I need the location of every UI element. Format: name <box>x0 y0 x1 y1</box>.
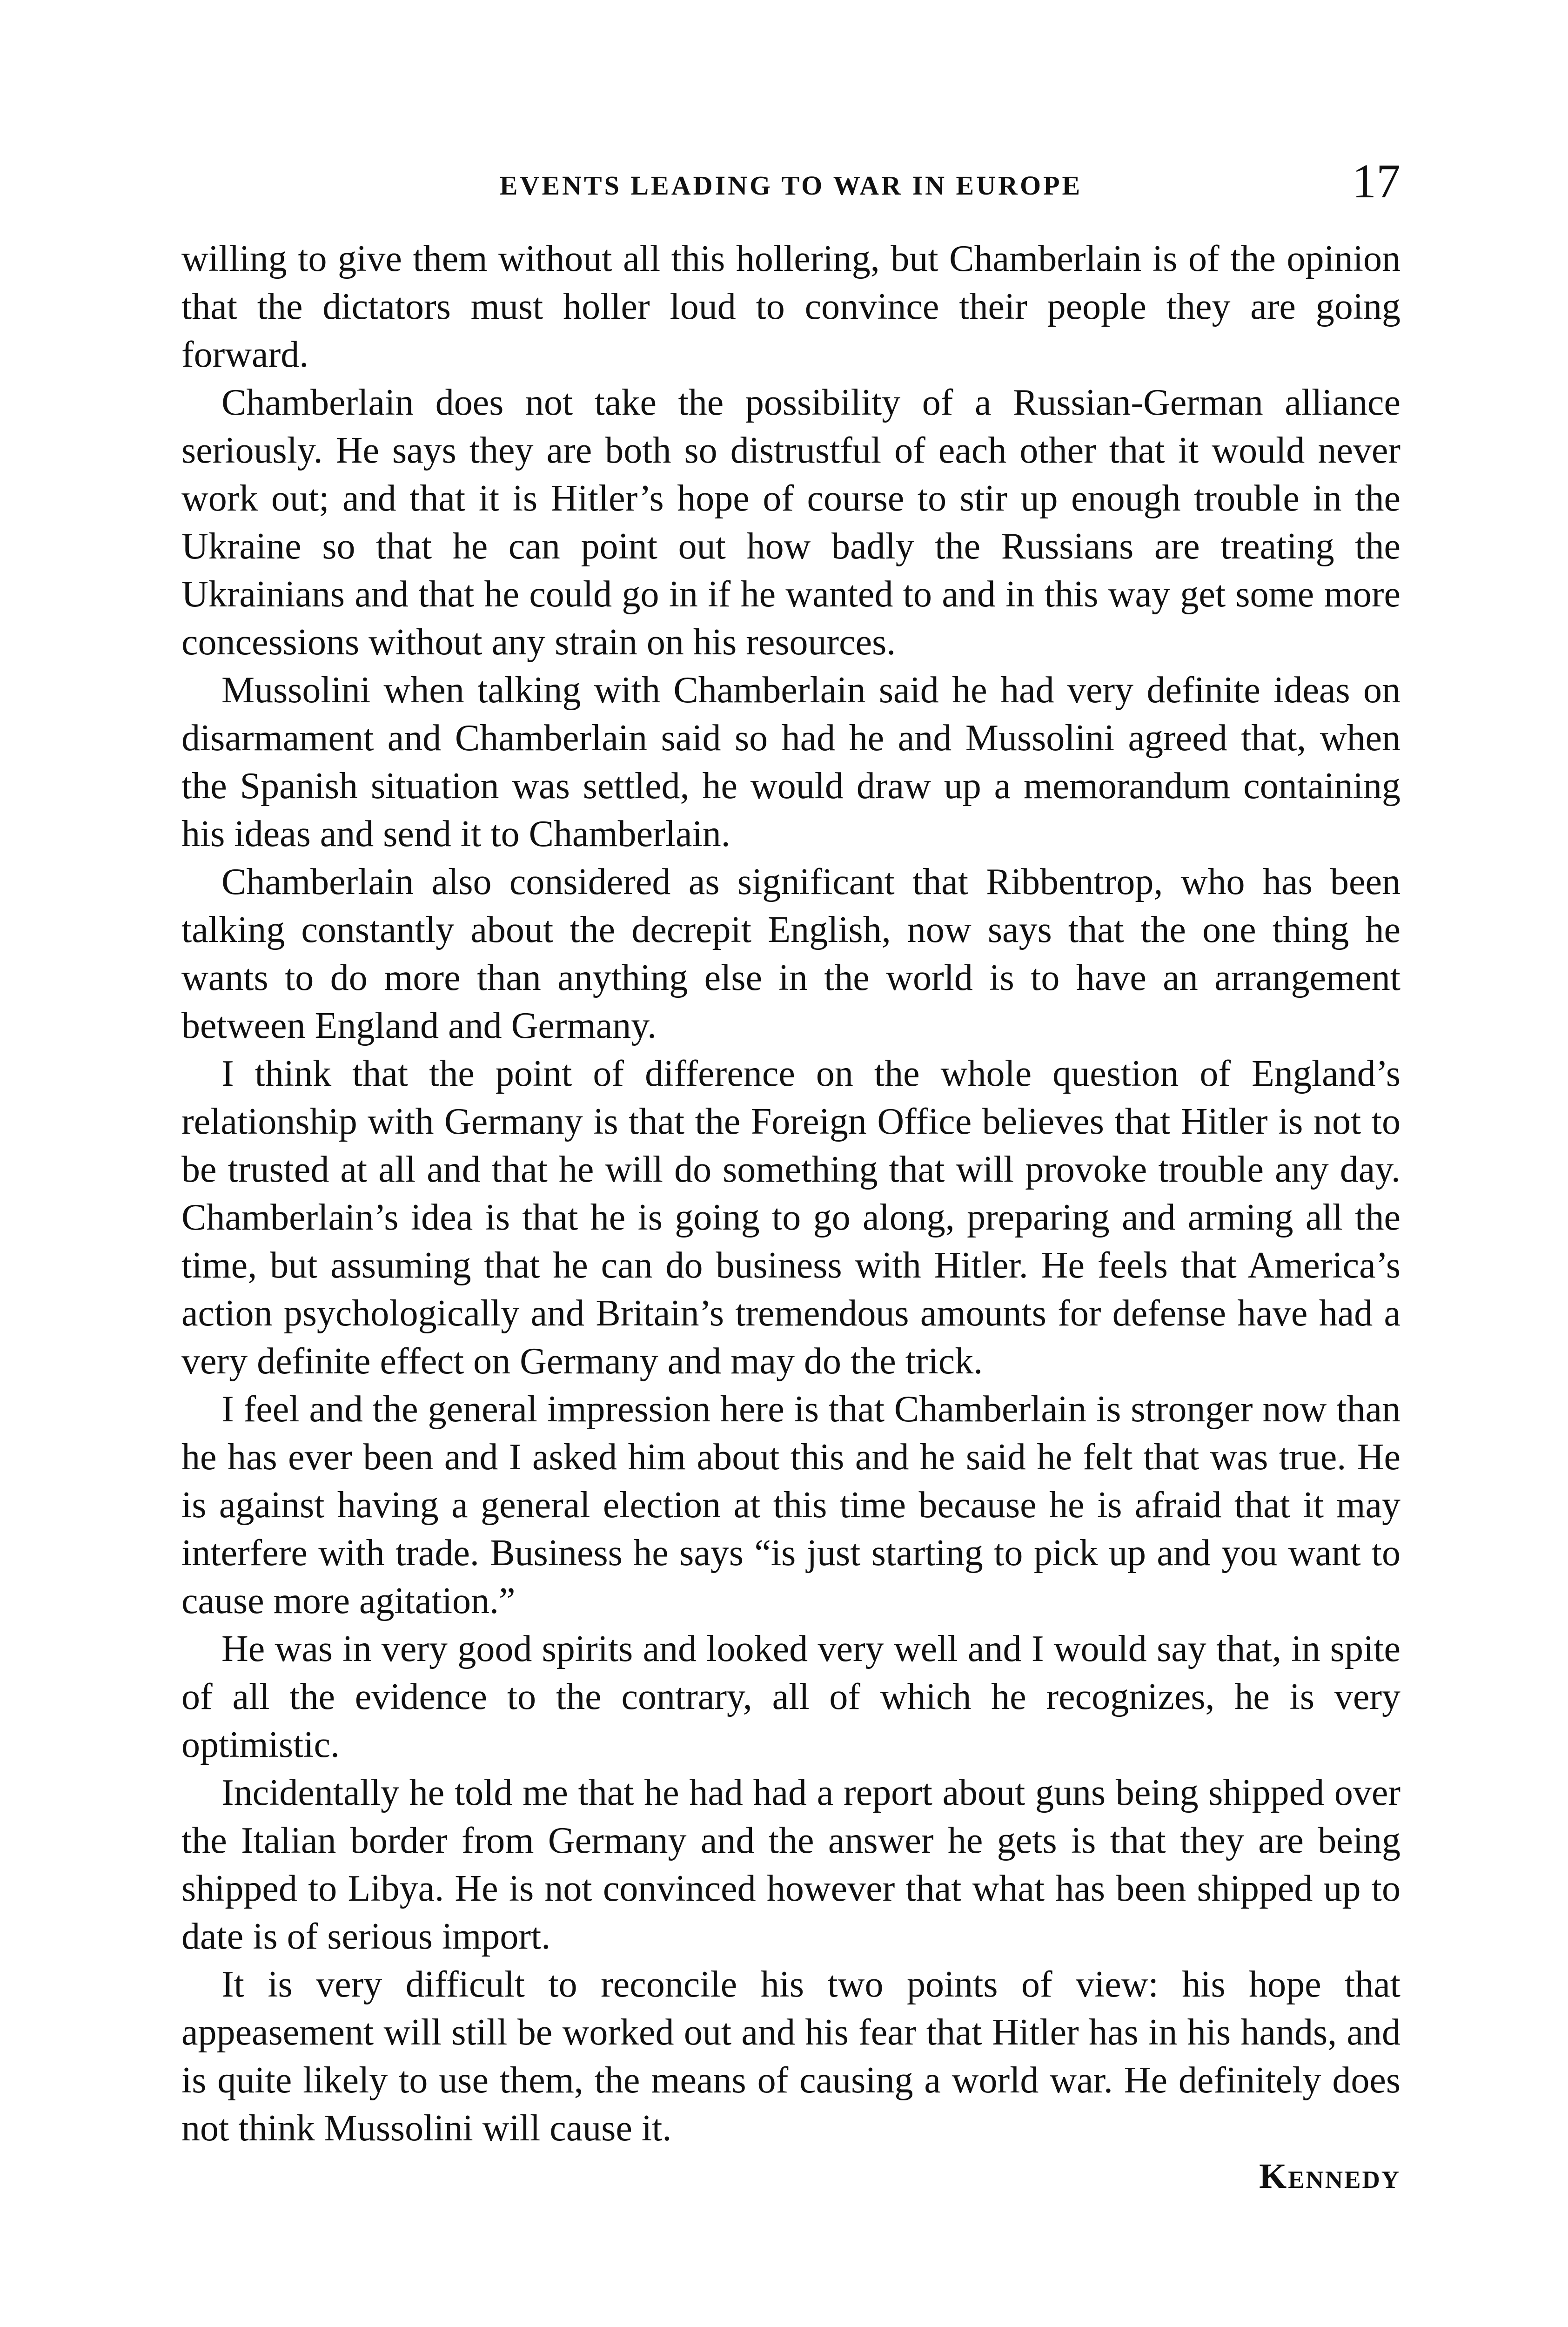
running-title: EVENTS LEADING TO WAR IN EUROPE <box>499 170 1083 201</box>
signature: Kennedy <box>1259 2157 1400 2196</box>
paragraph: I think that the point of difference on the whole question of England’s relationship with Germany is that the Foreign Office believes that Hitler is not to be trusted at all and that he will do something that will provoke trouble any day. Chamberlain’s idea is that he is going to go along, preparing and arming all the time, but assuming that he can do business with Hitler. He feels that America’s action psychologically and Britain’s tremendous amounts for defense have had a very definite effect on Germany and may do the trick. <box>181 1053 1400 1382</box>
paragraph: Chamberlain does not take the possibility of a Russian-German alliance seriously. He says they are both so distrustful of each other that it would never work out; and that it is Hitler’s hope of course to stir up enough trouble in the Ukraine so that he can point out how badly the Russians are treating the Ukrainians and that he could go in if he wanted to and in this way get some more concessions without any strain on his resources. <box>181 382 1400 663</box>
page-number: 17 <box>1352 155 1400 208</box>
paragraph: Mussolini when talking with Chamberlain said he had very definite ideas on disarmament and Chamberlain said so had he and Mussolini agreed that, when the Spanish situation was settled, he would draw up a memorandum containing his ideas and send it to Chamberlain. <box>181 670 1400 854</box>
paragraph: It is very difficult to reconcile his two points of view: his hope that appeasement will still be worked out and his fear that Hitler has in his hands, and is quite likely to use them, the means of causing a world war. He definitely does not think Mussolini will cause it. <box>181 1964 1400 2149</box>
paragraph-continuation: willing to give them without all this hollering, but Chamberlain is of the opinion that the dictators must holler loud to convince their people they are going forward. <box>181 238 1400 375</box>
paragraph: He was in very good spirits and looked very well and I would say that, in spite of all the evidence to the contrary, all of which he recognizes, he is very optimistic. <box>181 1628 1400 1765</box>
running-header <box>181 154 1400 208</box>
body-text <box>181 235 1400 2197</box>
paragraph: I feel and the general impression here is that Chamberlain is stronger now than he has ever been and I asked him about this and he said he felt that was true. He is against having a general election at this time because he is afraid that it may interfere with trade. Business he says “is just starting to pick up and you want to cause more agitation.” <box>181 1389 1400 1621</box>
paragraph: Incidentally he told me that he had had a report about guns being shipped over the Italian border from Germany and the answer he gets is that they are being shipped to Libya. He is not convinced however that what has been shipped up to date is of serious import. <box>181 1772 1400 1957</box>
paragraph: Chamberlain also considered as significant that Ribbentrop, who has been talking constantly about the decrepit English, now says that the one thing he wants to do more than anything else in the world is to have an arrangement between England and Germany. <box>181 861 1400 1046</box>
